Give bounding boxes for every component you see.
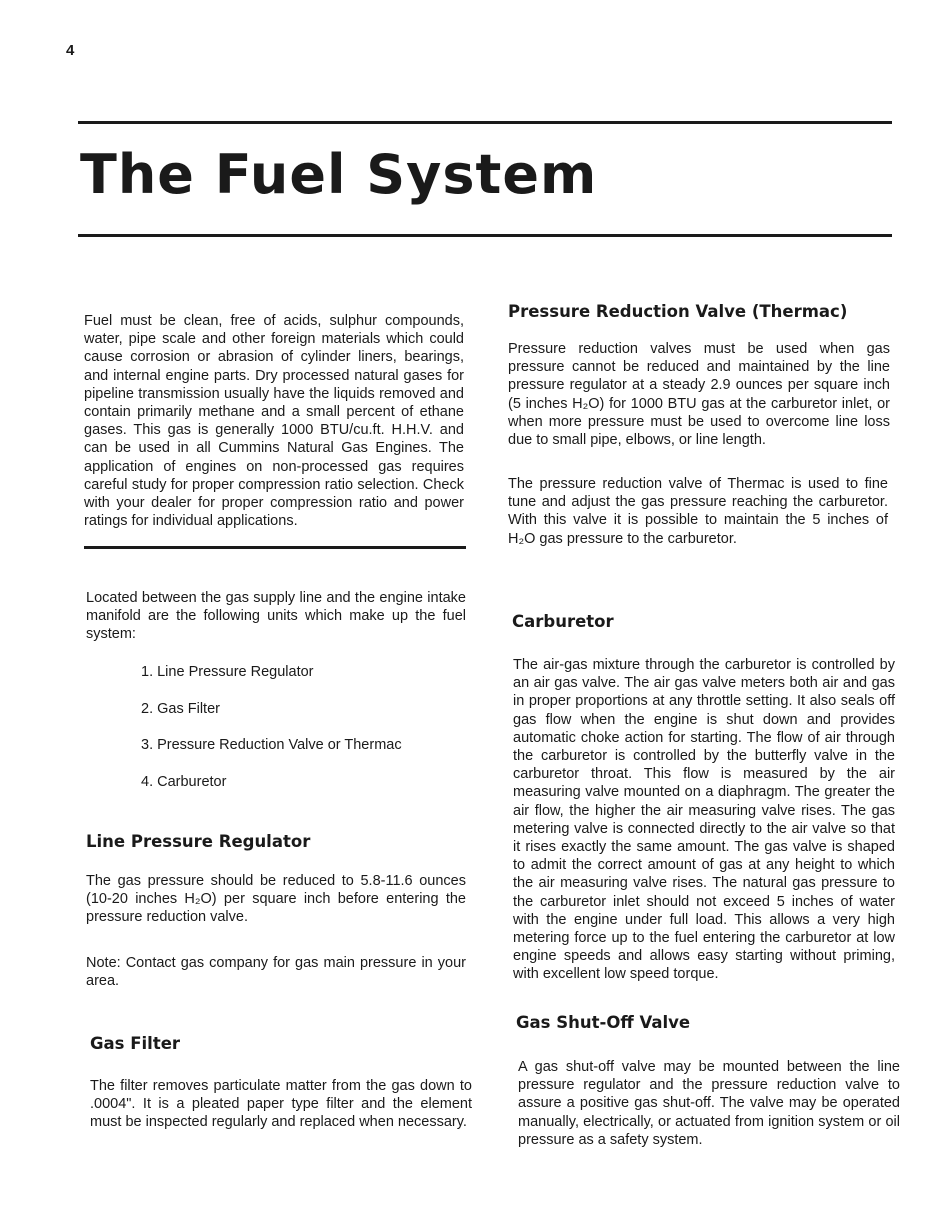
list-item: 2. Gas Filter xyxy=(141,700,220,717)
carburetor-paragraph: The air-gas mixture through the carburetor is controlled by an air gas valve. The air gas valve meters both air and gas in proper proportions at any throttle setting. It also seals off gas flow when the engine is shut down and provides automatic choke action for starting. The flow of air through the carburetor is controlled by the butterfly valve in the carburetor throat. This flow is measured by the air measuring valve mounted on a diaphragm. The greater the air flow, the higher the air measuring valve rises. The gas metering valve is connected directly to the air valve so that it rises exactly the same amount. The gas valve is shaped to admit the correct amount of gas at any height to which the air measuring valve rises. The natural gas pressure to the carburetor inlet should not exceed 5 inches of water with the engine under full load. This allows a very high metering force up to the fuel entering the carburetor at low engine speeds and allows easy starting without priming, with excellent low speed torque. xyxy=(513,657,895,983)
gas-filter-heading: Gas Filter xyxy=(90,1034,181,1053)
fuel-units-list xyxy=(141,663,402,809)
line-pressure-paragraph: The gas pressure should be reduced to 5.8-11.6 ounces (10-20 inches H₂O) per square inch before entering the pressure reduction valve. xyxy=(86,873,466,926)
title-bottom-rule xyxy=(78,234,892,237)
page-number: 4 xyxy=(66,42,75,59)
shutoff-heading: Gas Shut-Off Valve xyxy=(516,1013,691,1032)
page-title: The Fuel System xyxy=(80,143,598,206)
list-item: 1. Line Pressure Regulator xyxy=(141,664,314,680)
shutoff-paragraph: A gas shut-off valve may be mounted between the line pressure regulator and the pressure reduction valve to assure a positive gas shut-off. The valve may be operated manually, electrically, or actuated from ignition system or oil pressure as a safety system. xyxy=(518,1059,900,1148)
line-pressure-heading: Line Pressure Regulator xyxy=(86,832,311,851)
gas-filter-paragraph: The filter removes particulate matter from the gas down to .0004". It is a pleated paper type filter and the element must be inspected regularly and replaced when necessary. xyxy=(90,1078,472,1131)
units-intro-paragraph: Located between the gas supply line and the engine intake manifold are the following units which make up the fuel system: xyxy=(86,590,466,643)
title-top-rule xyxy=(78,121,892,124)
list-item: 3. Pressure Reduction Valve or Thermac xyxy=(141,737,402,753)
list-item: 4. Carburetor xyxy=(141,773,227,790)
carburetor-heading: Carburetor xyxy=(512,612,614,631)
line-pressure-note: Note: Contact gas company for gas main pressure in your area. xyxy=(86,955,466,990)
section-divider xyxy=(84,546,466,549)
intro-paragraph: Fuel must be clean, free of acids, sulphur compounds, water, pipe scale and other foreign materials which could cause corrosion or abrasion of cylinder liners, bearings, and internal engine parts. Dry processed natural gases for pipeline transmission usually have the liquids removed and contain primarily methane and a small percent of ethane gases. This gas is generally 1000 BTU/cu.ft. H.H.V. and can be used in all Cummins Natural Gas Engines. The application of engines on non-processed gas requires careful study for proper compression ratio selection. Check with your dealer for proper compression ratio and power ratings for individual applications. xyxy=(84,313,464,530)
thermac-heading: Pressure Reduction Valve (Thermac) xyxy=(508,302,848,321)
thermac-paragraph-1: Pressure reduction valves must be used when gas pressure cannot be reduced and maintained by the line pressure regulator at a steady 2.9 ounces per square inch (5 inches H₂O) for 1000 BTU gas at the carburetor inlet, or when more pressure must be used to overcome line loss due to small pipe, elbows, or line length. xyxy=(508,341,890,449)
thermac-paragraph-2: The pressure reduction valve of Thermac is used to fine tune and adjust the gas pressure reaching the carburetor. With this valve it is possible to maintain the 5 inches of H₂O gas pressure to the carburetor. xyxy=(508,476,888,547)
